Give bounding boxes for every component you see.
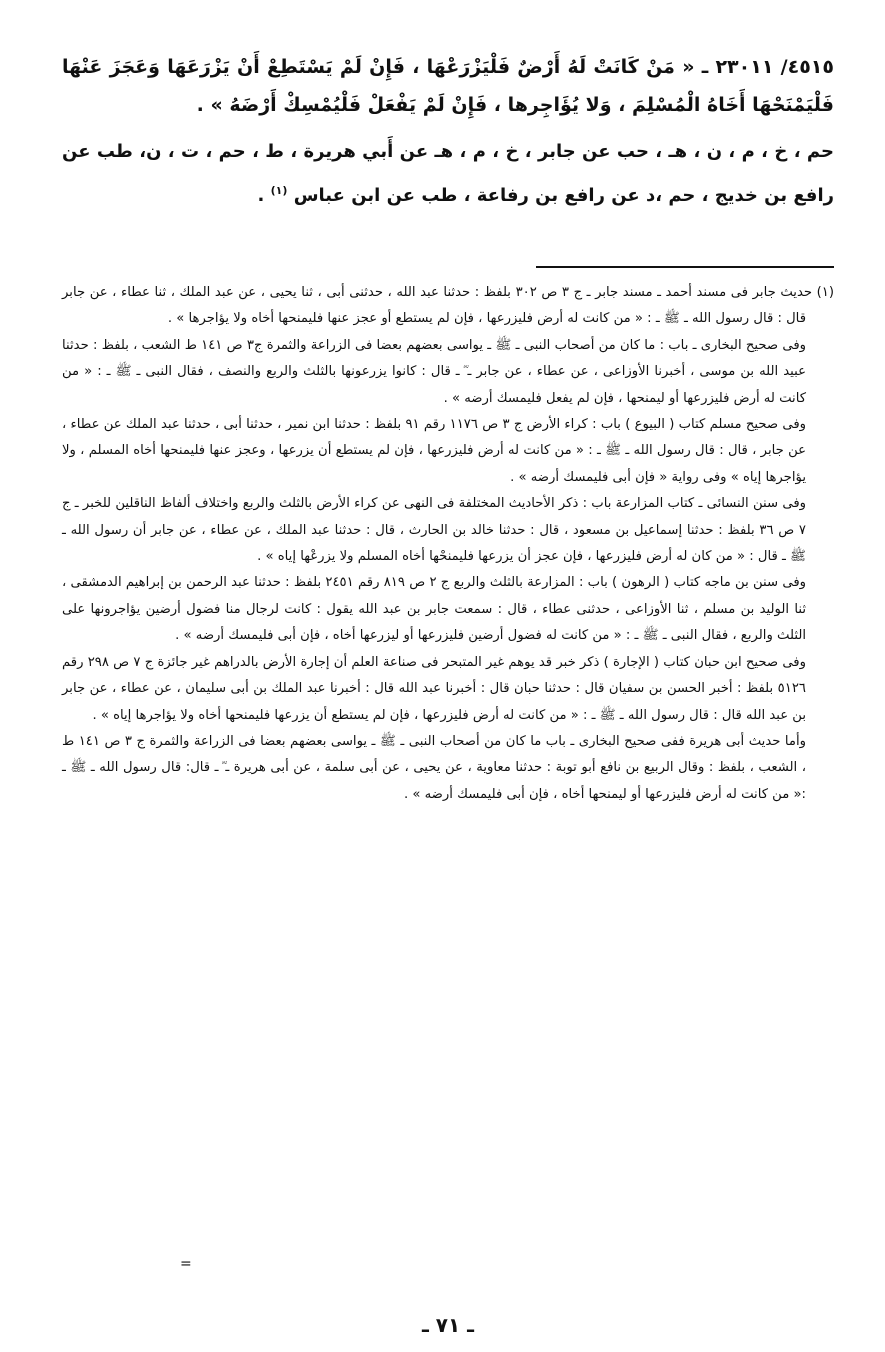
continuation-mark: = [180,1256,192,1272]
sources-text: حم ، خ ، م ، ن ، هـ ، حب عن جابر ، خ ، م ، هـ عن أَبي هريرة ، ط ، حم ، ت ، ن، طب عن رافع بن خديج ، حم ،د عن رافع بن رفاعة ، طب عن ابن عباس [62,141,834,206]
footnote-divider [536,266,834,268]
page [62,48,834,1338]
footnote-abu-hurayra: وأما حديث أبى هريرة ففى صحيح البخارى ـ باب ما كان من أصحاب النبى ـ ﷺ ـ يواسى بعضهم بعضا فى الزراعة والثمرة ج ٣ ص ١٤١ ط ، الشعب ، بلفظ : وقال الربيع بن نافع أبو توبة : حدثنا معاوية ، عن يحيى ، عن أبى سلمة ، عن أبى هريرة ـ ؓ ـ قال: قال رسول الله ـ ﷺ ـ :« من كانت له أرض فليزرعها أو ليمنحها أخاه ، فإن أبى فليمسك أرضه » . [62,733,807,802]
footnote-nasai: وفى سنن النسائى ـ كتاب المزارعة باب : ذكر الأحاديث المختلفة فى النهى عن كراء الأرض بالثلث والربع واختلاف ألفاظ الناقلين للخبر ـ ج ٧ ص ٣٦ بلفظ : حدثنا إسماعيل بن مسعود ، قال : حدثنا خالد بن الحارث ، قال : حدثنا عبد الملك ، عن عطاء ، عن جابر أن رسول الله ـ ﷺ ـ قال : « من كان له أرض فليزرعها ، فإن عجز أن يزرعها فليمنحْها أخاه المسلم ولا يزرعْها إياه » . [62,496,807,565]
footnote-bukhari-jabir: وفى صحيح البخارى ـ باب : ما كان من أصحاب النبى ـ ﷺ ـ يواسى بعضهم بعضا فى الزراعة والثمرة ج٣ ص ١٤١ ط الشعب ، بلفظ : حدثنا عبيد الله بن موسى ، أخبرنا الأوزاعى ، عن عطاء ، عن جابر ـ ؓ ـ قال : كانوا يزرعونها بالثلث والربع والنصف ، فقال النبى ـ ﷺ ـ : « من كانت له أرض فليزرعها أو ليمنحها ، فإن لم يفعل فليمسك أرضه » . [62,337,806,406]
hadith-sources [62,132,834,215]
footnote-muslim: وفى صحيح مسلم كتاب ( البيوع ) باب : كراء الأرض ج ٣ ص ١١٧٦ رقم ٩١ بلفظ : حدثنا ابن نمير ، حدثنا أبى ، حدثنا عبد الملك عن عطاء ، عن جابر ، قال : قال رسول الله ـ ﷺ ـ : « من كانت له أرض فليزرعها ، فإن لم يستطع أن يزرعها ، وعجز عنها فليمنحها أخاه المسلم ، ولا يؤاجرها إياه » وفى رواية « فإن أبى فليمسك أرضه » . [62,417,806,485]
hadith-text: ٤٥١٥/ ٢٣٠١١ ـ « مَنْ كَانَتْ لَهُ أَرْضٌ فَلْيَزْرَعْهَا ، فَإِنْ لَمْ يَسْتَطِعْ أَنْ يَزْرَعَهَا وَعَجَزَ عَنْهَا فَلْيَمْنَحْهَا أَخَاهُ الْمُسْلِمَ ، وَلا يُؤَاجِرها ، فَإِنْ لَمْ يَفْعَلْ فَلْيُمْسِكْ أَرْضَهُ » . [62,56,834,116]
footnotes [62,280,834,808]
page-number: ـ ٧١ ـ [421,1313,475,1337]
footnote-1: (١) حديث جابر فى مسند أحمد ـ مسند جابر ـ ج ٣ ص ٣٠٢ بلفظ : حدثنا عبد الله ، حدثنى أبى ، ثنا يحيى ، عن عبد الملك ، ثنا عطاء ، عن جابر قال : قال رسول الله ـ ﷺ ـ : « من كانت له أرض فليزرعها ، فإن لم يستطع أو عجز عنها فليمنحها أخاه ولا يؤاجرها » . [62,285,834,327]
footnote-ibn-hibban: وفى صحيح ابن حبان كتاب ( الإجارة ) ذكر خبر قد يوهم غير المتبحر فى صناعة العلم أن إجارة الأرض بالدراهم غير جائزة ج ٧ ص ٢٩٨ رقم ٥١٢٦ بلفظ : أخبر الحسن بن سفيان قال : حدثنا حبان قال : أخبرنا عبد الله قال : أخبرنا عبد الملك بن أبى سليمان ، عن عطاء ، عن جابر بن عبد الله قال : قال رسول الله ـ ﷺ ـ : « من كانت له أرض فليزرعها ، فإن لم يستطع أن يزرعها فليمنحها أخاه ولا يؤاجرها إياه » . [62,654,806,723]
sources-end: . [257,185,271,206]
footnote-ibn-majah: وفى سنن بن ماجه كتاب ( الرهون ) باب : المزارعة بالثلث والربع ج ٢ ص ٨١٩ رقم ٢٤٥١ بلفظ : حدثنا عبد الرحمن بن إبراهيم الدمشقى ، ثنا الوليد بن مسلم ، ثنا الأوزاعى ، حدثنى عطاء ، قال : سمعت جابر بن عبد الله يقول : كانت لرجال منا فضول أرضين يؤاجرونها على الثلث والربع ، فقال النبى ـ ﷺ ـ : « من كانت له فضول أرضين فليزرعها أو ليزرعها أخاه ، فإن أبى فليمسك أرضه » . [62,575,807,644]
footnote-marker: (١) [270,184,288,197]
